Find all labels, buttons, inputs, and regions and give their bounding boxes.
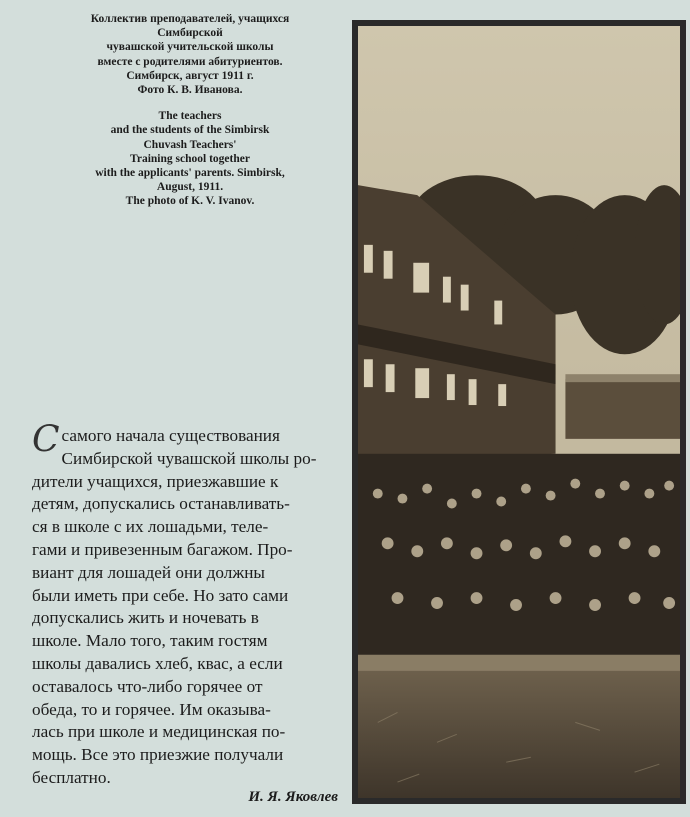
photo-frame [352, 20, 686, 804]
group-photo [358, 26, 680, 798]
article-body: самого начала существования Симбирской чувашской школы ро- дители учащихся, приезжавшие к детям, допускались останавливать- ся в школе с их лошадьми, теле- гами и привезенным багажом. Про- виант для лошадей они должны были иметь при себе. Но зато сами допускались жить и ночевать в школе. Мало того, таким гостям школы давались хлеб, квас, а если оставалось что-либо горячее от обеда, то и горячее. Им оказыва- лась при школе и медицинская по- мощь. Все это приезжие получали бесплатно. [32, 426, 317, 787]
dropcap-letter: С [32, 419, 60, 460]
article-text [32, 419, 337, 790]
caption-english: The teachers and the students of the Simbirsk Chuvash Teachers' Training school together with the applicants' parents. Simbirsk, August, 1911. The photo of K. V. Ivanov. [95, 110, 285, 208]
crowd [358, 454, 680, 663]
walkway [358, 655, 680, 671]
sepia-photograph [358, 26, 680, 798]
author-signature: И. Я. Яковлев [248, 789, 338, 805]
caption-russian: Коллектив преподавателей, учащихся Симбирской чувашской учительской школы вместе с родителями абитуриентов. Симбирск, август 1911 г. Фото К. В. Иванова. [90, 13, 290, 97]
photo-caption [40, 12, 340, 209]
